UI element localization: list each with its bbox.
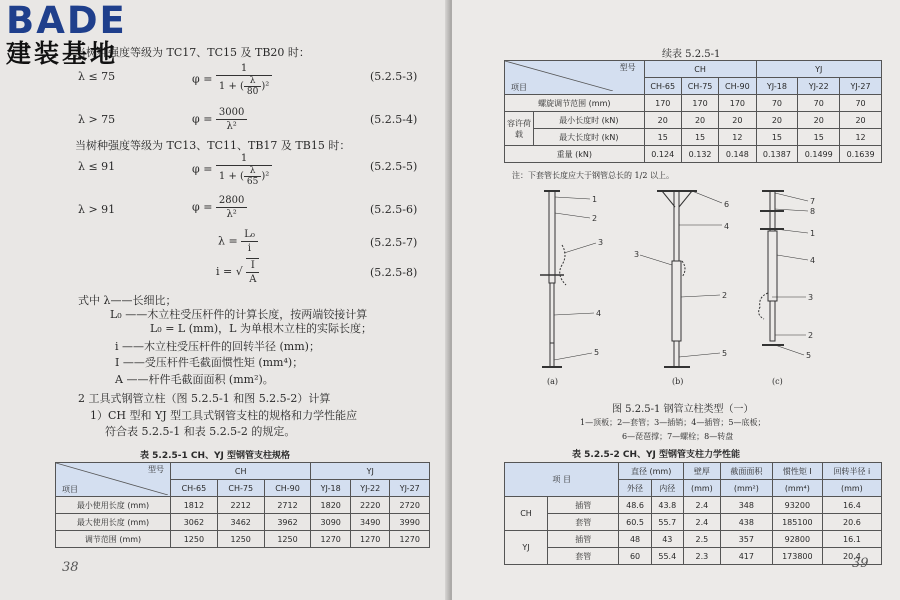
table-cell: 20	[756, 112, 798, 129]
col-unit: (mm)	[683, 480, 720, 497]
table-cell: 43	[651, 531, 683, 548]
definition-line: L₀ = L (mm)，L 为单根木立柱的实际长度；	[150, 322, 372, 335]
table-cell: 70	[840, 95, 882, 112]
eq-number: (5.2.5-6)	[370, 203, 418, 216]
table-cell: 20	[798, 112, 840, 129]
group-header: CH	[644, 61, 756, 78]
row-label: 螺旋调节范围 (mm)	[505, 95, 645, 112]
model-header: YJ-18	[756, 78, 798, 95]
prop-type-a	[540, 191, 596, 367]
table-cell: 20	[840, 112, 882, 129]
callout-number: 2	[722, 291, 728, 300]
eq-den-post: )²	[261, 81, 270, 92]
col-header: 内径	[651, 480, 683, 497]
col-unit: (mm²)	[720, 480, 772, 497]
diag-header-cell	[505, 61, 645, 95]
brand-logo-text: BADE	[6, 0, 127, 42]
table-cell: 20.6	[822, 514, 881, 531]
model-header: YJ-22	[798, 78, 840, 95]
table-cell: 1270	[390, 531, 430, 548]
model-header: CH-75	[217, 480, 264, 497]
diag-header-cell	[56, 463, 171, 497]
model-header: CH-75	[681, 78, 718, 95]
eq-numerator: L₀	[241, 228, 258, 242]
clause-item: 2 工具式钢管立柱（图 5.2.5-1 和图 5.2.5-2）计算	[78, 392, 331, 405]
table-cell: 20	[644, 112, 681, 129]
eq-numerator: 3000	[216, 106, 247, 120]
table-cell: 3962	[264, 514, 311, 531]
table-cell: 15	[681, 129, 718, 146]
table-cell: 20	[681, 112, 718, 129]
equation	[192, 106, 247, 133]
figure-caption: 图 5.2.5-1 钢管立柱类型（一）	[612, 404, 754, 415]
table-cell: 60	[619, 548, 651, 565]
page-number: 39	[852, 556, 869, 571]
model-header: CH-90	[719, 78, 756, 95]
table-caption: 表 5.2.5-1 CH、YJ 型钢管支柱规格	[140, 451, 291, 461]
table-cell: 3990	[390, 514, 430, 531]
table-cell: 12	[719, 129, 756, 146]
table-cell: 48	[619, 531, 651, 548]
eq-denominator: λ²	[226, 121, 237, 132]
table-row	[505, 514, 882, 531]
table-cell: 0.124	[644, 146, 681, 163]
model-header: YJ-18	[311, 480, 351, 497]
eq-den-post: )²	[261, 171, 270, 182]
eq-number: (5.2.5-3)	[370, 70, 418, 83]
table-row	[505, 531, 882, 548]
table-cell: 1250	[217, 531, 264, 548]
eq-numerator: 2800	[216, 194, 247, 208]
eq-number: (5.2.5-5)	[370, 160, 418, 173]
eq-numerator: 1	[216, 62, 272, 76]
clause-item: 符合表 5.2.5-1 和表 5.2.5-2 的规定。	[105, 425, 296, 438]
table-cell: 93200	[772, 497, 822, 514]
table-cell: 92800	[772, 531, 822, 548]
eq-inner-num: λ	[244, 76, 261, 87]
table-cell: 0.1387	[756, 146, 798, 163]
table-cell: 2.5	[683, 531, 720, 548]
table-cell: 1820	[311, 497, 351, 514]
col-header: 直径 (mm)	[619, 463, 684, 480]
eq-condition: λ > 91	[78, 203, 116, 216]
fig-sub-label: (a)	[547, 377, 559, 386]
eq-fraction	[216, 194, 247, 221]
table-cell: 20.4	[822, 548, 881, 565]
steel-prop-figure	[522, 185, 882, 390]
table-cell: 185100	[772, 514, 822, 531]
item-label: 项 目	[505, 463, 619, 497]
table-cell: 12	[840, 129, 882, 146]
right-page	[452, 0, 900, 600]
callout-number: 4	[596, 309, 602, 318]
eq-lhs: φ =	[192, 162, 213, 176]
model-header: YJ-27	[840, 78, 882, 95]
eq-lhs: φ =	[192, 200, 213, 214]
brand-logo-chinese: 建装基地	[6, 39, 119, 68]
callout-number: 5	[722, 349, 728, 358]
callout-number: 1	[810, 229, 816, 238]
prop-type-b	[640, 191, 722, 367]
page-number: 38	[62, 560, 79, 575]
row-label: 最大长度时 (kN)	[534, 129, 645, 146]
row-label: 调节范围 (mm)	[56, 531, 171, 548]
eq-inner-num: λ	[244, 166, 261, 177]
table-cell: 1270	[350, 531, 390, 548]
group-header: YJ	[756, 61, 881, 78]
col-header: 外径	[619, 480, 651, 497]
table-caption: 表 5.2.5-2 CH、YJ 型钢管支柱力学性能	[572, 450, 741, 460]
callout-number: 6	[724, 200, 730, 209]
callout-number: 3	[598, 238, 604, 247]
row-label: 插管	[548, 497, 619, 514]
table-cell: 2720	[390, 497, 430, 514]
callout-number: 2	[808, 331, 814, 340]
group-header: CH	[171, 463, 311, 480]
callout-number: 8	[810, 207, 816, 216]
eq-den-pre: 1 + (	[218, 171, 244, 182]
callout-number: 5	[594, 348, 600, 357]
eq-denominator: λ²	[226, 209, 237, 220]
table-cell: 70	[798, 95, 840, 112]
table-cell: 2220	[350, 497, 390, 514]
eq-fraction	[241, 228, 258, 255]
table-row	[505, 95, 882, 112]
table-cell: 1270	[311, 531, 351, 548]
eq-inner-fraction	[244, 166, 261, 187]
figure-legend: 1—顶板；2—套管；3—插销；4—插管；5—底板；	[580, 418, 766, 427]
eq-inner-fraction	[244, 76, 261, 97]
eq-number: (5.2.5-8)	[370, 266, 418, 279]
text-line: 当树种强度等级为 TC13、TC11、TB17 及 TB15 时：	[75, 139, 351, 152]
table-cell: 70	[756, 95, 798, 112]
fig-sub-label: (c)	[772, 377, 783, 386]
model-header: CH-65	[171, 480, 218, 497]
table-cell: 55.7	[651, 514, 683, 531]
spec-table	[55, 462, 430, 548]
table-cell: 3490	[350, 514, 390, 531]
table-cell: 0.132	[681, 146, 718, 163]
table-cell: 173800	[772, 548, 822, 565]
callout-number: 3	[808, 293, 814, 302]
callout-number: 7	[810, 197, 816, 206]
col-unit: (mm⁴)	[772, 480, 822, 497]
table-cell: 438	[720, 514, 772, 531]
eq-lhs: φ =	[192, 112, 213, 126]
eq-denominator	[216, 76, 272, 97]
row-label: 最大使用长度 (mm)	[56, 514, 171, 531]
eq-condition: λ ≤ 91	[78, 160, 116, 173]
eq-fraction	[246, 258, 259, 286]
table-row	[505, 497, 882, 514]
item-label: 项目	[62, 485, 78, 494]
figure-legend: 6—琵琶撑；7—螺栓；8—转盘	[622, 432, 734, 441]
equation	[218, 228, 258, 255]
model-header: CH-65	[644, 78, 681, 95]
col-header: 惯性矩 I	[772, 463, 822, 480]
spec-table-continued	[504, 60, 882, 163]
definition-line: 式中 λ——长细比；	[78, 294, 177, 307]
callout-number: 2	[592, 214, 598, 223]
table-row	[505, 146, 882, 163]
table-cell: 0.148	[719, 146, 756, 163]
row-label: 最小使用长度 (mm)	[56, 497, 171, 514]
table-caption: 续表 5.2.5-1	[662, 49, 721, 60]
col-header: 截面面积	[720, 463, 772, 480]
table-cell: 2712	[264, 497, 311, 514]
eq-lhs: i = √	[216, 265, 243, 278]
table-cell: 2212	[217, 497, 264, 514]
eq-fraction	[216, 152, 272, 187]
equation	[192, 194, 247, 221]
table-cell: 2.3	[683, 548, 720, 565]
eq-den-pre: 1 + (	[218, 81, 244, 92]
prop-type-c	[759, 191, 808, 355]
table-row	[56, 531, 430, 548]
table-cell: 357	[720, 531, 772, 548]
type-label: 型号	[148, 465, 164, 474]
table-cell: 1250	[171, 531, 218, 548]
col-unit: (mm)	[822, 480, 881, 497]
model-header: CH-90	[264, 480, 311, 497]
table-note: 注：下套管长度应大于钢管总长的 1/2 以上。	[512, 171, 674, 180]
model-header: YJ-22	[350, 480, 390, 497]
definition-line: i ——木立柱受压杆件的回转半径 (mm)；	[115, 340, 320, 353]
eq-lhs: λ =	[218, 234, 238, 248]
eq-lhs: φ =	[192, 72, 213, 86]
group-label: CH	[505, 497, 548, 531]
table-cell: 15	[756, 129, 798, 146]
table-row	[505, 129, 882, 146]
table-cell: 1812	[171, 497, 218, 514]
table-cell: 60.5	[619, 514, 651, 531]
table-cell: 3090	[311, 514, 351, 531]
model-header: YJ-27	[390, 480, 430, 497]
table-cell: 15	[644, 129, 681, 146]
eq-numerator: I	[246, 259, 259, 273]
table-row	[505, 112, 882, 129]
equation	[216, 258, 259, 286]
col-header: 壁厚	[683, 463, 720, 480]
mechanics-table	[504, 462, 882, 565]
item-label: 项目	[511, 83, 527, 92]
table-row	[56, 497, 430, 514]
table-cell: 170	[644, 95, 681, 112]
eq-denominator: i	[247, 243, 252, 254]
table-cell: 348	[720, 497, 772, 514]
fig-sub-label: (b)	[672, 377, 684, 386]
table-cell: 0.1499	[798, 146, 840, 163]
table-cell: 16.4	[822, 497, 881, 514]
clause-item: 1）CH 型和 YJ 型工具式钢管支柱的规格和力学性能应	[90, 409, 358, 422]
eq-denominator	[216, 166, 272, 187]
eq-fraction	[216, 106, 247, 133]
table-cell: 2.4	[683, 497, 720, 514]
row-label: 重量 (kN)	[505, 146, 645, 163]
table-cell: 20	[719, 112, 756, 129]
table-cell: 43.8	[651, 497, 683, 514]
equation	[192, 62, 272, 97]
callout-number: 3	[634, 250, 640, 259]
table-cell: 15	[798, 129, 840, 146]
table-row	[56, 514, 430, 531]
definition-line: L₀ ——木立柱受压杆件的计算长度，按两端铰接计算	[110, 308, 368, 321]
text-line: 当树种强度等级为 TC17、TC15 及 TB20 时：	[75, 46, 310, 59]
table-cell: 170	[719, 95, 756, 112]
group-header: YJ	[311, 463, 430, 480]
table-cell: 3062	[171, 514, 218, 531]
eq-fraction	[216, 62, 272, 97]
callout-number: 4	[724, 222, 730, 231]
table-cell: 1250	[264, 531, 311, 548]
eq-denominator: A	[249, 274, 257, 285]
row-label: 插管	[548, 531, 619, 548]
table-cell: 417	[720, 548, 772, 565]
definition-line: I ——受压杆件毛截面惯性矩 (mm⁴)；	[115, 356, 304, 369]
eq-numerator: 1	[216, 152, 272, 166]
callout-number: 5	[806, 351, 812, 360]
table-cell: 48.6	[619, 497, 651, 514]
table-cell: 16.1	[822, 531, 881, 548]
callout-number: 4	[810, 256, 816, 265]
definition-line: A ——杆件毛截面面积 (mm²)。	[115, 373, 274, 386]
load-label: 容许荷载	[505, 112, 534, 146]
eq-condition: λ ≤ 75	[78, 70, 116, 83]
eq-number: (5.2.5-4)	[370, 113, 418, 126]
callout-number: 1	[592, 195, 598, 204]
eq-condition: λ > 75	[78, 113, 116, 126]
col-header: 回转半径 i	[822, 463, 881, 480]
eq-inner-den: 65	[246, 177, 259, 187]
eq-number: (5.2.5-7)	[370, 236, 418, 249]
table-cell: 170	[681, 95, 718, 112]
eq-inner-den: 80	[246, 87, 259, 97]
equation	[192, 152, 272, 187]
table-row	[505, 548, 882, 565]
type-label: 型号	[619, 63, 636, 72]
group-label: YJ	[505, 531, 548, 565]
row-label: 最小长度时 (kN)	[534, 112, 645, 129]
brand-logo	[6, 2, 127, 68]
table-cell: 0.1639	[840, 146, 882, 163]
table-cell: 3462	[217, 514, 264, 531]
row-label: 套管	[548, 548, 619, 565]
row-label: 套管	[548, 514, 619, 531]
table-cell: 55.4	[651, 548, 683, 565]
table-cell: 2.4	[683, 514, 720, 531]
